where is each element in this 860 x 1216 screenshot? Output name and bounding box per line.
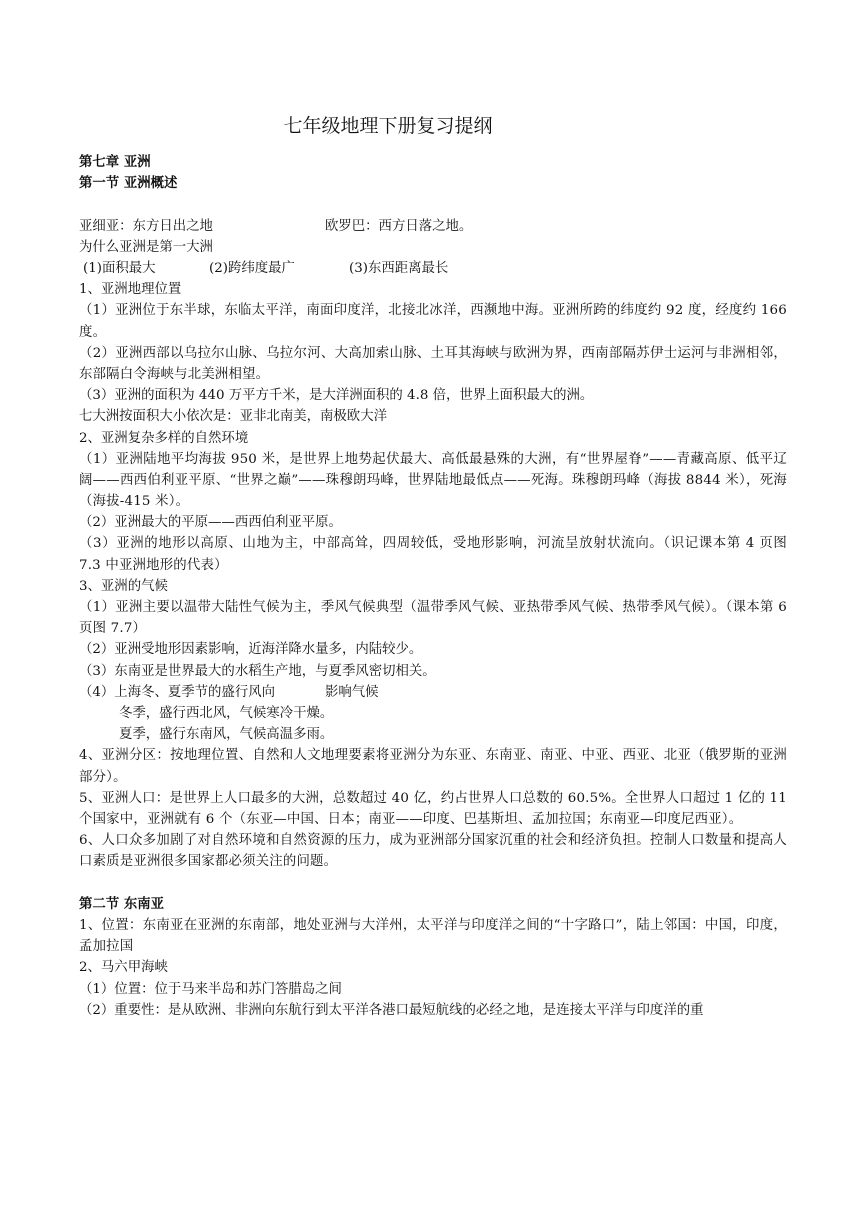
climate-impact-label: 影响气候	[325, 684, 379, 700]
asia-origin-text: 亚细亚：东方日出之地	[79, 218, 213, 234]
paragraph: 4、亚洲分区：按地理位置、自然和人文地理要素将亚洲分为东亚、东南亚、南亚、中亚、西亚、北亚（俄罗斯的亚洲部分）。	[79, 748, 787, 785]
paragraph: 1、位置：东南亚在亚洲的东南部，地处亚洲与大洋州，太平洋与印度洋之间的“十字路口”，陆上邻国：中国，印度，孟加拉国	[79, 918, 787, 955]
point-heading: 1、亚洲地理位置	[79, 282, 182, 298]
why-largest-question: 为什么亚洲是第一大洲	[79, 239, 213, 255]
paragraph: （1）亚洲主要以温带大陆性气候为主，季风气候典型（温带季风气候、亚热带季风气候、热带季风气候）。（课本第 6 页图 7.7）	[79, 600, 787, 637]
paragraph: 5、亚洲人口：是世界上人口最多的大洲，总数超过 40 亿，约占世界人口总数的 60.5%。全世界人口超过 1 亿的 11 个国家中，亚洲就有 6 个（东亚—中国、日本；南亚——印度、巴基斯坦、孟加拉国；东南亚—印度尼西亚）。	[79, 790, 787, 828]
paragraph: （3）亚洲的面积为 440 万平方千米，是大洋洲面积的 4.8 倍，世界上面积最大的洲。	[79, 388, 594, 404]
asia-europe-origin	[79, 216, 787, 237]
section-heading-1: 第一节 亚洲概述	[79, 175, 178, 192]
paragraph: （3）亚洲的地形以高原、山地为主，中部高耸，四周较低，受地形影响，河流呈放射状流向。（识记课本第 4 页图 7.3 中亚洲地形的代表）	[79, 536, 787, 573]
paragraph: （1）亚洲位于东半球，东临太平洋，南面印度洋，北接北冰洋，西濒地中海。亚洲所跨的纬度约 92 度，经度约 166 度。	[79, 303, 787, 340]
reason-item: (1)面积最大	[83, 260, 156, 276]
paragraph: （2）亚洲最大的平原——西西伯利亚平原。	[79, 515, 342, 531]
point-heading: 2、马六甲海峡	[79, 960, 168, 976]
paragraph	[79, 682, 787, 703]
reasons-list	[79, 258, 787, 279]
reason-item: (2)跨纬度最广	[209, 260, 295, 276]
chapter-heading: 第七章 亚洲	[79, 154, 151, 170]
paragraph: （2）亚洲西部以乌拉尔山脉、乌拉尔河、大高加索山脉、土耳其海峡与欧洲为界，西南部隔苏伊士运河与非洲相邻，东部隔白令海峡与北美洲相望。	[79, 345, 787, 382]
spacer	[79, 873, 787, 894]
reason-item: (3)东西距离最长	[349, 260, 449, 276]
europe-origin-text: 欧罗巴：西方日落之地。	[325, 218, 473, 234]
document-title: 七年级地理下册复习提纲	[283, 115, 493, 137]
point-heading: 2、亚洲复杂多样的自然环境	[79, 430, 249, 446]
paragraph: （1）亚洲陆地平均海拔 950 米，是世界上地势起伏最大、高低最悬殊的大洲，有“世界屋脊”——青藏高原、低平辽阔——西西伯利亚平原、“世界之巅”——珠穆朗玛峰，世界陆地最低点——死海。珠穆朗玛峰（海拔 8844 米），死海（海拔-415 米）。	[79, 451, 787, 510]
summer-line: 夏季，盛行东南风，气候高温多雨。	[119, 727, 334, 743]
paragraph: （1）位置：位于马来半岛和苏门答腊岛之间	[79, 981, 342, 997]
winter-line: 冬季，盛行西北风，气候寒冷干燥。	[119, 706, 334, 722]
paragraph: 6、人口众多加剧了对自然环境和自然资源的压力，成为亚洲部分国家沉重的社会和经济负担。控制人口数量和提高人口素质是亚洲很多国家都必须关注的问题。	[79, 833, 787, 870]
wind-direction-label: （4）上海冬、夏季节的盛行风向	[79, 684, 275, 700]
paragraph: （2）重要性：是从欧洲、非洲向东航行到太平洋各港口最短航线的必经之地，是连接太平洋与印度洋的重	[79, 1002, 704, 1018]
paragraph: 七大洲按面积大小依次是：亚非北南美，南极欧大洋	[79, 409, 387, 425]
spacer	[79, 194, 787, 215]
point-heading: 3、亚洲的气候	[79, 578, 168, 594]
document-page	[79, 112, 787, 1021]
paragraph: （3）东南亚是世界最大的水稻生产地，与夏季风密切相关。	[79, 663, 436, 679]
section-heading-2: 第二节 东南亚	[79, 895, 165, 912]
paragraph: （2）亚洲受地形因素影响，近海洋降水量多，内陆较少。	[79, 642, 423, 658]
